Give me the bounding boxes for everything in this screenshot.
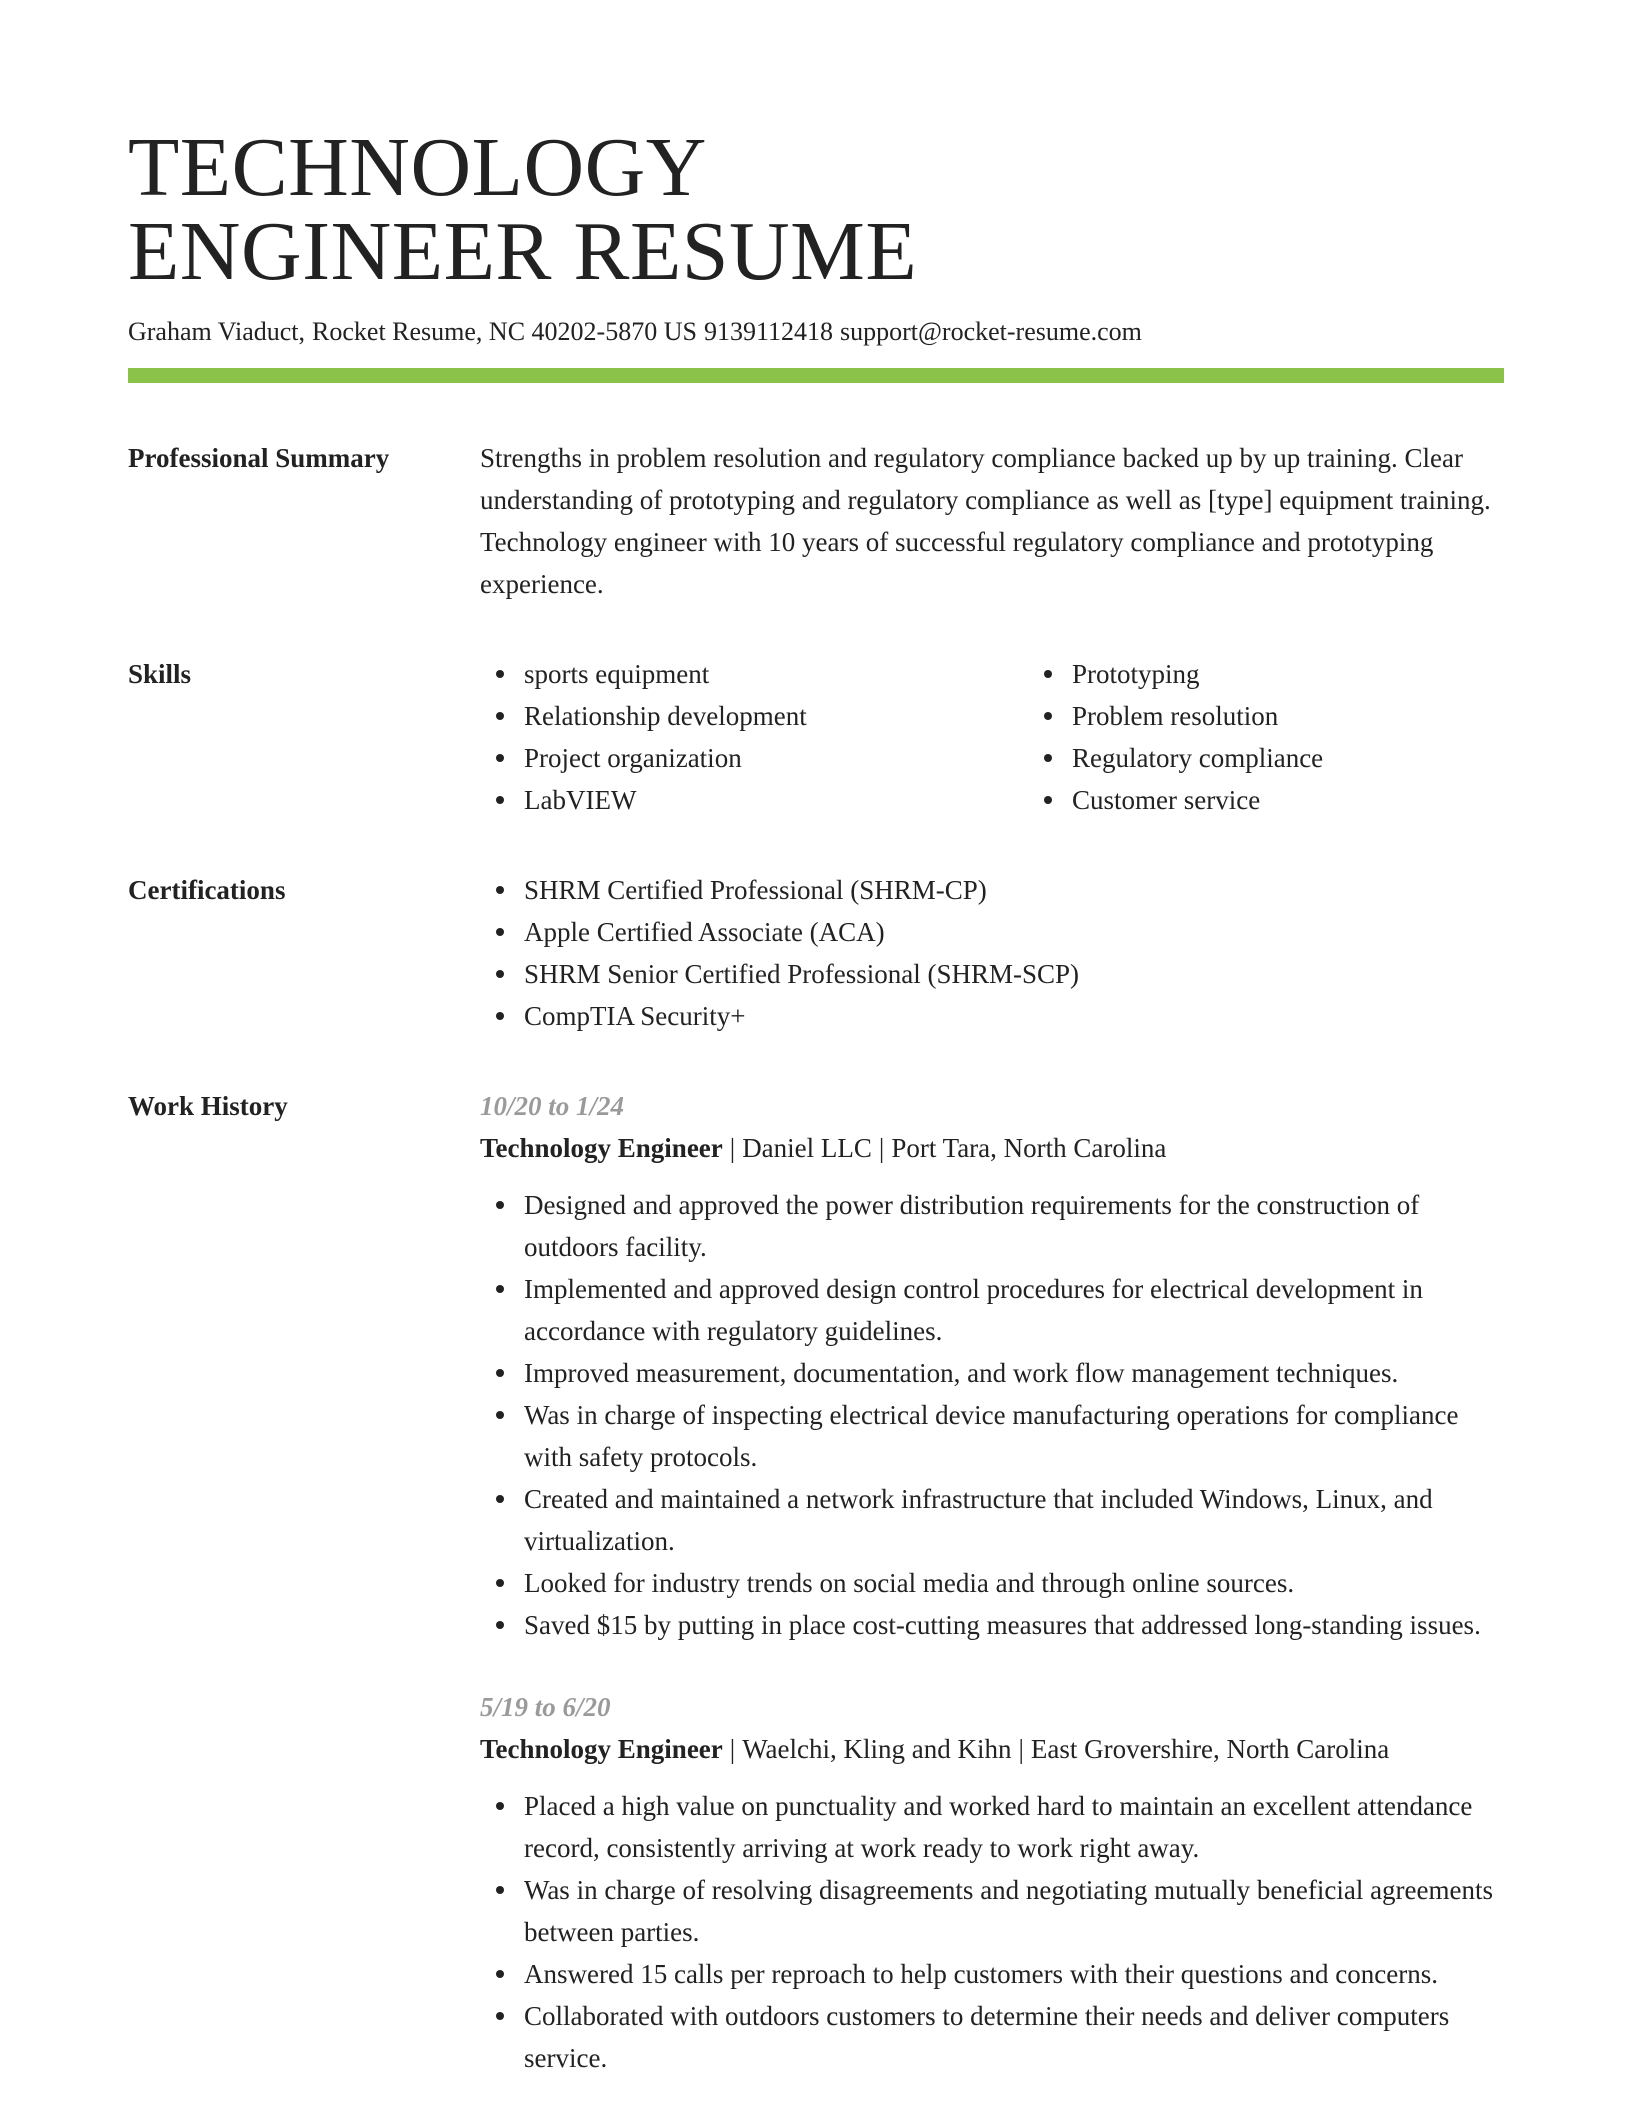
skill-item: Customer service <box>1072 779 1576 821</box>
work-history-body <box>480 1085 1504 2079</box>
section-heading-work-history: Work History <box>128 1091 288 1121</box>
certifications-section <box>128 869 1504 1037</box>
job-bullet: Designed and approved the power distribution requirements for the construction of outdoors facility. <box>524 1184 1504 1268</box>
skill-item: Prototyping <box>1072 653 1576 695</box>
job-heading <box>480 1127 1504 1169</box>
job-bullet: Saved $15 by putting in place cost-cutting measures that addressed long-standing issues. <box>524 1604 1504 1646</box>
job-bullet: Was in charge of resolving disagreements and negotiating mutually beneficial agreements between parties. <box>524 1869 1504 1953</box>
summary-body <box>480 437 1504 605</box>
job-separator: | <box>878 1133 885 1163</box>
section-heading-summary: Professional Summary <box>128 443 390 473</box>
contact-phone: 9139112418 <box>703 317 833 346</box>
skill-item: LabVIEW <box>524 779 1028 821</box>
certifications-list <box>480 869 1504 1037</box>
job-bullet: Placed a high value on punctuality and worked hard to maintain an excellent attendance record, consistently arriving at work ready to work right away. <box>524 1785 1504 1869</box>
resume-title-line-1: TECHNOLOGY <box>128 121 707 214</box>
resume-page <box>128 0 1504 2079</box>
skills-section <box>128 653 1504 821</box>
job-bullet: Created and maintained a network infrastructure that included Windows, Linux, and virtualization. <box>524 1478 1504 1562</box>
job-separator: | <box>1018 1734 1024 1764</box>
summary-text: Strengths in problem resolution and regulatory compliance backed up by up training. Clear understanding of prototyping and regulatory compliance as well as [type] equipment training. Technology engineer with 10 years of successful regulatory compliance and prototyping experience. <box>480 443 1491 599</box>
job-heading <box>480 1728 1504 1770</box>
contact-location: Rocket Resume, NC 40202-5870 US <box>312 317 697 346</box>
summary-section <box>128 437 1504 605</box>
work-history-section <box>128 1085 1504 2079</box>
certifications-body <box>480 869 1504 1037</box>
job-location: East Grovershire, North Carolina <box>1030 1734 1390 1764</box>
skills-list-left <box>480 653 1028 821</box>
skills-list-right <box>1028 653 1576 821</box>
contact-line <box>128 316 1504 348</box>
skill-item: Problem resolution <box>1072 695 1576 737</box>
resume-title <box>128 0 1504 298</box>
job-entry <box>480 1085 1504 1646</box>
certification-item: CompTIA Security+ <box>524 995 1504 1037</box>
job-bullet: Was in charge of inspecting electrical device manufacturing operations for compliance with safety protocols. <box>524 1394 1504 1478</box>
job-separator: | <box>729 1133 736 1163</box>
skill-item: Relationship development <box>524 695 1028 737</box>
certification-item: SHRM Certified Professional (SHRM-CP) <box>524 869 1504 911</box>
skills-body <box>480 653 1576 821</box>
section-heading-skills: Skills <box>128 659 192 689</box>
job-title: Technology Engineer <box>480 1133 723 1163</box>
certification-item: SHRM Senior Certified Professional (SHRM-SCP) <box>524 953 1504 995</box>
job-location: Port Tara, North Carolina <box>891 1133 1167 1163</box>
accent-divider <box>128 368 1504 383</box>
certification-item: Apple Certified Associate (ACA) <box>524 911 1504 953</box>
job-dates: 5/19 to 6/20 <box>480 1692 611 1722</box>
job-company: Daniel LLC <box>742 1133 872 1163</box>
job-bullet: Looked for industry trends on social media and through online sources. <box>524 1562 1504 1604</box>
job-bullets <box>480 1184 1504 1646</box>
contact-name: Graham Viaduct, <box>128 317 306 346</box>
section-heading-certifications: Certifications <box>128 875 286 905</box>
job-company: Waelchi, Kling and Kihn <box>742 1734 1012 1764</box>
job-bullet: Answered 15 calls per reproach to help customers with their questions and concerns. <box>524 1953 1504 1995</box>
skill-item: Regulatory compliance <box>1072 737 1576 779</box>
resume-title-line-2: ENGINEER RESUME <box>128 205 918 298</box>
job-separator: | <box>729 1734 736 1764</box>
contact-email: support@rocket-resume.com <box>839 317 1142 346</box>
job-bullets <box>480 1785 1504 2079</box>
job-bullet: Collaborated with outdoors customers to determine their needs and deliver computers service. <box>524 1995 1504 2079</box>
skill-item: Project organization <box>524 737 1028 779</box>
job-title: Technology Engineer <box>480 1734 723 1764</box>
job-bullet: Improved measurement, documentation, and work flow management techniques. <box>524 1352 1504 1394</box>
job-entry <box>480 1686 1504 2079</box>
skill-item: sports equipment <box>524 653 1028 695</box>
job-bullet: Implemented and approved design control procedures for electrical development in accordance with regulatory guidelines. <box>524 1268 1504 1352</box>
job-dates: 10/20 to 1/24 <box>480 1091 625 1121</box>
